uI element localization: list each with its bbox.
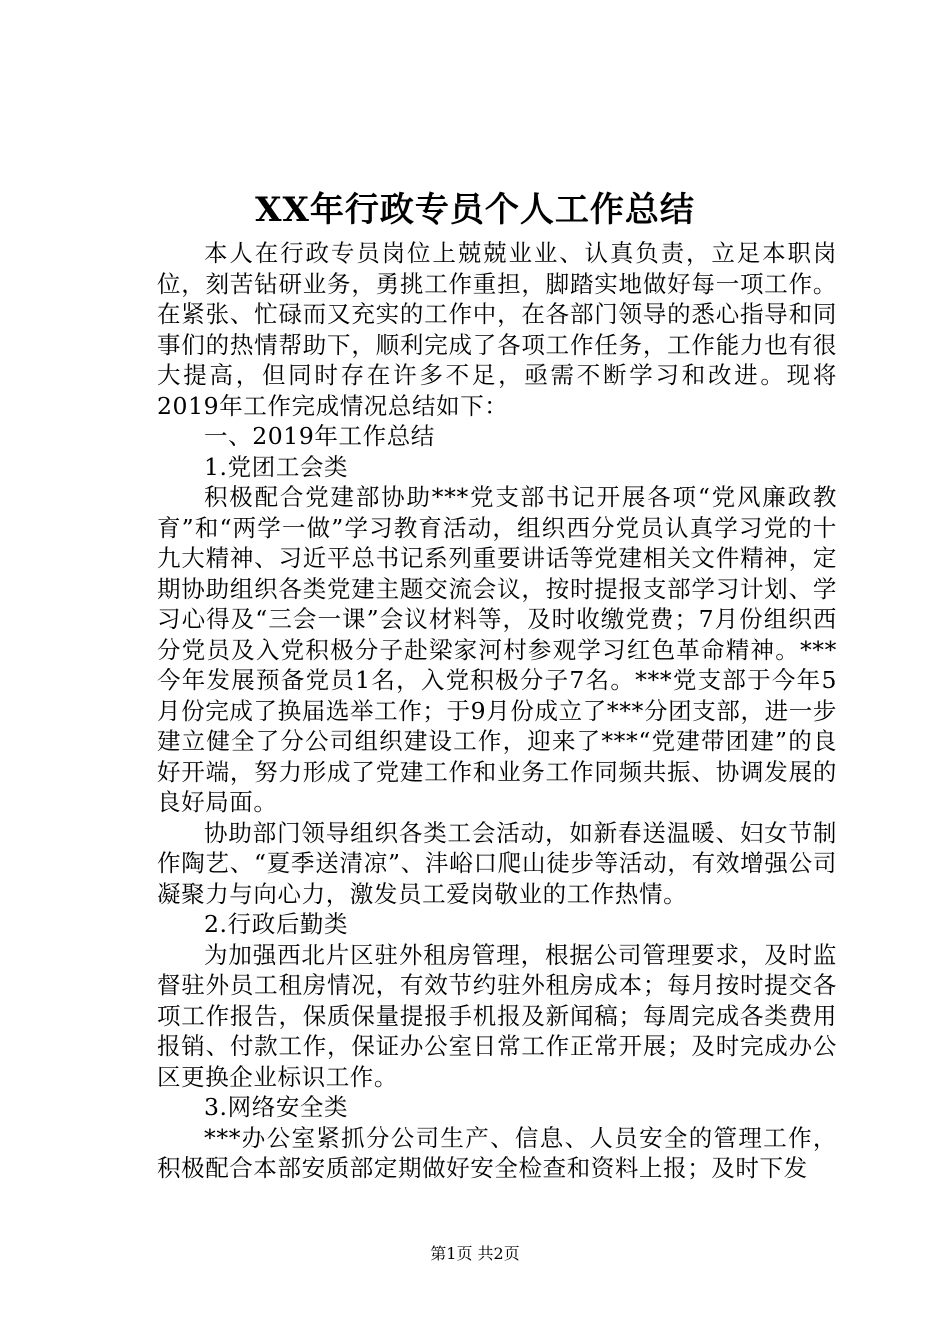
section-heading-2019-summary: 一、2019年工作总结 — [204, 422, 435, 450]
paragraph-admin-work: 为加强西北片区驻外租房管理，根据公司管理要求，及时监督驻外员工租房情况，有效节约驻外租房成本；每月按时提交各项工作报告，保质保量提报手机报及新闻稿；每周完成各类费用报销、付款工作，保证办公室日常工作正常开展；及时完成办公区更换企业标识工作。 — [157, 940, 837, 1091]
subsection-heading-party: 1.党团工会类 — [204, 452, 349, 481]
paragraph-union-activities: 协助部门领导组织各类工会活动，如新春送温暖、妇女节制作陶艺、“夏季送清凉”、沣峪口爬山徒步等活动，有效增强公司凝聚力与向心力，激发员工爱岗敬业的工作热情。 — [157, 818, 837, 908]
subsection-heading-admin: 2.行政后勤类 — [204, 910, 349, 938]
document-title: XX年行政专员个人工作总结 — [255, 190, 695, 230]
paragraph-intro: 本人在行政专员岗位上兢兢业业、认真负责，立足本职岗位，刻苦钻研业务，勇挑工作重担，脚踏实地做好每一项工作。在紧张、忙碌而又充实的工作中，在各部门领导的悉心指导和同事们的热情帮助下，顺利完成了各项工作任务，工作能力也有很大提高，但同时存在许多不足，亟需不断学习和改进。现将2019年工作完成情况总结如下： — [157, 239, 837, 420]
document-body — [157, 238, 837, 1184]
paragraph-party-work: 积极配合党建部协助***党支部书记开展各项“党风廉政教育”和“两学一做”学习教育活动，组织西分党员认真学习党的十九大精神、习近平总书记系列重要讲话等党建相关文件精神，定期协助组织各类党建主题交流会议，按时提报支部学习计划、学习心得及“三会一课”会议材料等，及时收缴党费；7月份组织西分党员及入党积极分子赴梁家河村参观学习红色革命精神。***今年发展预备党员1名，入党积极分子7名。***党支部于今年5月份完成了换届选举工作；于9月份成立了***分团支部，进一步建立健全了分公司组织建设工作，迎来了***“党建带团建”的良好开端，努力形成了党建工作和业务工作同频共振、协调发展的良好局面。 — [157, 483, 837, 816]
page-number-footer: 第1页 共2页 — [430, 1244, 520, 1263]
subsection-heading-network-security: 3.网络安全类 — [204, 1093, 349, 1121]
paragraph-security-work: ***办公室紧抓分公司生产、信息、人员安全的管理工作，积极配合本部安质部定期做好安全检查和资料上报；及时下发 — [157, 1123, 837, 1182]
